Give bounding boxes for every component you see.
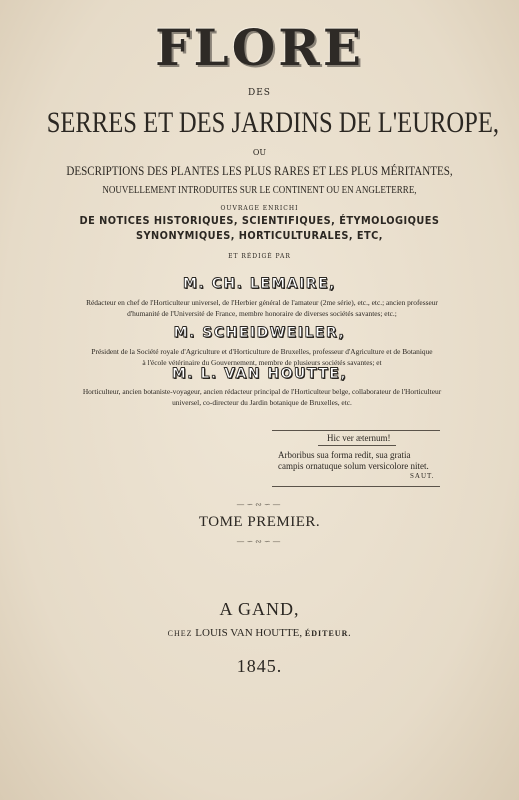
redige-par-label: ET RÉDIGÉ PAR (228, 253, 291, 260)
publisher-prefix: CHEZ (167, 629, 193, 638)
publication-year: 1845. (236, 656, 283, 676)
author-bio-van-houtte (32, 386, 492, 408)
author-bio-line: d'humanité de l'Université de France, membre honoraire de diverses sociétés savantes; etc.; (127, 309, 397, 318)
publisher-line (0, 627, 519, 639)
title-connector-des: DES (248, 88, 271, 98)
author-bio-line: universel, co-directeur du Jardin botanique de Bruxelles, etc. (172, 398, 352, 407)
epigraph-line-1: Hic ver æternum! (327, 433, 391, 443)
publisher-name: LOUIS VAN HOUTTE, (195, 627, 303, 639)
publisher-role: ÉDITEUR. (304, 629, 352, 638)
subtitle-line-2: NOUVELLEMENT INTRODUITES SUR LE CONTINENT OU EN ANGLETERRE, (102, 185, 417, 196)
author-bio-scheidweiler (32, 346, 492, 368)
epigraph-divider (318, 445, 396, 446)
ouvrage-enrichi-label: OUVRAGE ENRICHI (220, 205, 299, 212)
title-connector-ou: OU (252, 148, 267, 157)
tome-label: TOME PREMIER. (198, 514, 321, 530)
epigraph-bottom-rule (272, 486, 440, 487)
epigraph-line-3: campis ornatuque solum versicolore nitet. (278, 461, 429, 471)
epigraph-line-2: Arboribus sua forma redit, sua gratia (278, 450, 411, 460)
author-name-van-houtte: M. L. VAN HOUTTE, (171, 366, 348, 382)
subtitle-line-1: DESCRIPTIONS DES PLANTES LES PLUS RARES ET LES PLUS MÉRITANTES, (66, 163, 453, 178)
book-title: FLORE (155, 18, 364, 77)
epigraph-top-rule (272, 430, 440, 431)
author-bio-line: Président de la Société royale d'Agriculture et d'Horticulture de Bruxelles, professeur d'Agriculture et de Botanique (91, 347, 433, 356)
ornament-divider-icon: —∽∾∽— (236, 537, 283, 546)
epigraph-attribution: SAUT. (410, 472, 435, 480)
author-bio-lemaire (32, 297, 492, 319)
notices-line-1: DE NOTICES HISTORIQUES, SCIENTIFIQUES, ÉTYMOLOGIQUES (79, 215, 440, 227)
notices-line-2: SYNONYMIQUES, HORTICULTURALES, ETC, (136, 230, 383, 242)
imprint-place: A GAND, (219, 599, 300, 619)
main-title: SERRES ET DES JARDINS DE L'EUROPE, (46, 106, 500, 139)
author-name-scheidweiler: M. SCHEIDWEILER, (173, 325, 346, 341)
author-bio-line: à l'école vétérinaire du Gouvernement, membre de plusieurs sociétés savantes; et (142, 358, 382, 367)
ornament-divider-icon: —∽∾∽— (236, 500, 283, 509)
author-bio-line: Horticulteur, ancien botaniste-voyageur, ancien rédacteur principal de l'Horticulteur belge, collaborateur de l'Horticulteur (82, 387, 442, 396)
author-name-lemaire: M. CH. LEMAIRE, (183, 276, 336, 292)
author-bio-line: Rédacteur en chef de l'Horticulteur universel, de l'Herbier général de l'amateur (2me série), etc., etc.; ancien professeur (86, 298, 438, 307)
